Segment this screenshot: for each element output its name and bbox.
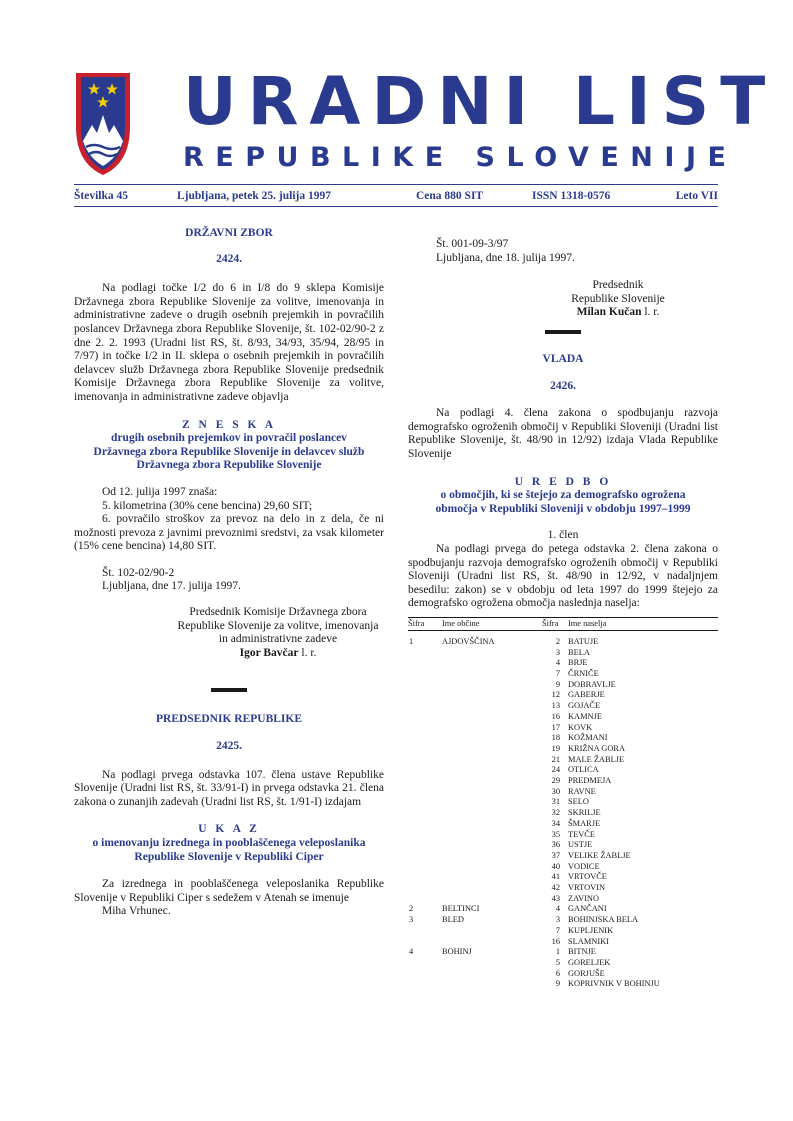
masthead-rule-bottom: [74, 206, 718, 207]
table-row: [408, 862, 718, 873]
table-cell-municipality-name: [442, 701, 542, 712]
table-cell-settlement-code: 31: [551, 797, 560, 807]
table-row: [408, 958, 718, 969]
table-cell-municipality-code: [408, 701, 442, 712]
table-cell-municipality-name: BELTINCI: [442, 904, 480, 914]
table-row: [408, 787, 718, 798]
table-cell-settlement-name: ČRNIČE: [568, 668, 599, 678]
table-row: [408, 690, 718, 701]
table-cell-settlement-code: 5: [555, 957, 560, 967]
publication-subtitle: REPUBLIKE SLOVENIJE: [183, 142, 738, 173]
table-cell-municipality-name: [442, 926, 542, 937]
table-cell-municipality-name: [442, 733, 542, 744]
table-cell-municipality-code: 2: [409, 904, 414, 914]
table-cell-settlement-code: 6: [555, 968, 560, 978]
table-cell-municipality-name: [442, 723, 542, 734]
table-cell-settlement-name: VODICE: [568, 861, 600, 871]
table-cell-settlement-code: 18: [551, 733, 560, 743]
table-cell-settlement-code: 29: [551, 776, 560, 786]
table-cell-settlement-name: TEVČE: [568, 829, 595, 839]
table-cell-settlement-code: 43: [551, 893, 560, 903]
table-cell-settlement-code: 40: [551, 861, 560, 871]
publication-title: URADNI LIST: [183, 63, 777, 140]
table-cell-settlement-code: 19: [551, 743, 560, 753]
table-row: [408, 894, 718, 905]
table-cell-settlement-code: 37: [551, 850, 560, 860]
section-heading: DRŽAVNI ZBOR: [185, 227, 273, 239]
table-cell-settlement-name: GOJAČE: [568, 701, 601, 711]
table-cell-municipality-code: [408, 883, 442, 894]
table-cell-municipality-code: [408, 776, 442, 787]
signature-name: Milan Kučan: [576, 306, 642, 319]
table-row: [408, 744, 718, 755]
table-row: [408, 840, 718, 851]
table-cell-municipality-code: [408, 840, 442, 851]
table-cell-municipality-code: [408, 787, 442, 798]
act-subtitle: o imenovanju izrednega in pooblaščenega veleposlanika Republike Slovenije v Republiki Ciper: [92, 837, 366, 863]
issue-issn: ISSN 1318-0576: [532, 190, 611, 202]
issue-year: Leto VII: [675, 190, 718, 202]
table-row: [408, 979, 718, 990]
table-cell-municipality-name: [442, 819, 542, 830]
right-column: [408, 238, 718, 990]
act-number: 2426.: [550, 379, 576, 392]
table-cell-municipality-code: [408, 680, 442, 691]
table-cell-settlement-code: 16: [551, 936, 560, 946]
table-cell-settlement-name: MALE ŽABLJE: [568, 754, 625, 764]
article-text: Na podlagi prvega do petega odstavka 2. člena zakona o spodbujanju razvoja demografsko ogroženih območij v Republiki Sloveniji (Uradni list RS, št. 48/90 in 12/92, v nadaljnjem besedilu: zakon) se v obdobju od leta 1997 do 1999 štejejo za demografsko ogrožena območja naslednja naselja:: [408, 542, 718, 610]
table-cell-municipality-code: [408, 723, 442, 734]
act-intro: Na podlagi prvega odstavka 107. člena ustave Republike Slovenije (Uradni list RS, št. 33/91-I) in prvega odstavka 21. člena zakona o zunanjih zadevah (Uradni list RS, št. 1/91-I) izdajam: [74, 768, 384, 808]
table-row: [408, 733, 718, 744]
table-row: [408, 883, 718, 894]
table-cell-settlement-name: DOBRAVLJE: [568, 679, 616, 689]
table-cell-settlement-code: 4: [555, 658, 560, 668]
table-cell-municipality-code: [408, 733, 442, 744]
table-header: Ime občine: [442, 618, 480, 628]
table-row: [408, 680, 718, 691]
table-row: [408, 797, 718, 808]
table-cell-municipality-name: [442, 648, 542, 659]
table-cell-settlement-name: ZAVINO: [568, 893, 600, 903]
signature-role: Republike Slovenije: [571, 292, 665, 305]
table-cell-municipality-name: [442, 883, 542, 894]
act-number: 2425.: [216, 740, 242, 753]
table-cell-municipality-code: [408, 958, 442, 969]
table-cell-municipality-name: [442, 872, 542, 883]
table-cell-settlement-code: 42: [551, 883, 560, 893]
table-row: [408, 830, 718, 841]
table-cell-settlement-code: 9: [555, 979, 560, 989]
table-body: [408, 630, 718, 990]
table-row: [408, 947, 718, 958]
table-cell-municipality-code: [408, 830, 442, 841]
table-cell-settlement-name: BELA: [568, 647, 590, 657]
table-cell-settlement-name: GABERJE: [568, 690, 605, 700]
table-cell-settlement-name: VELIKE ŽABLJE: [568, 850, 631, 860]
reference-number: Št. 102-02/90-2: [102, 566, 175, 579]
signature-suffix: l. r.: [298, 646, 317, 659]
table-cell-municipality-code: [408, 797, 442, 808]
table-row: [408, 851, 718, 862]
issue-date: Ljubljana, dne 17. julija 1997.: [102, 580, 241, 593]
act-subtitle: o območjih, ki se štejejo za demografsko ogrožena območja v Republiki Sloveniji v obdobju 1997–1999: [435, 489, 691, 515]
table-cell-municipality-code: [408, 712, 442, 723]
table-cell-municipality-code: [408, 979, 442, 990]
issue-number: Številka 45: [74, 190, 128, 202]
table-cell-settlement-code: 17: [551, 722, 560, 732]
table-cell-municipality-name: [442, 808, 542, 819]
table-row: [408, 808, 718, 819]
act-number: 2424.: [216, 252, 242, 265]
table-cell-settlement-name: BITNJE: [568, 947, 596, 957]
table-cell-settlement-code: 7: [555, 668, 560, 678]
table-cell-municipality-name: [442, 690, 542, 701]
table-row: [408, 937, 718, 948]
paragraph: 5. kilometrina (30% cene bencina) 29,60 SIT;: [102, 499, 313, 512]
act-intro: Na podlagi točke I/2 do 6 in I/8 do 9 sklepa Komisije Državnega zbora Republike Slovenije za volitve, imenovanja in administrativne zadeve o drugih osebnih prejemkih in povračilih poslancev Državnega zbora Republike Slovenije, št. 102-02/90-2 z dne 2. 2. 1993 (Uradni list RS, št. 8/93, 34/93, 35/94, 28/95 in 7/97) in točke I/2 in II. sklepa o osebnih prejemkih in povračilih delavcev služb Državnega zbora Republike Slovenije predsednik Komisije Državnega zbora Republike Slovenije za volitve, imenovanja in administrativne zadeve objavlja: [74, 282, 384, 403]
table-cell-settlement-name: KAMNJE: [568, 711, 602, 721]
act-title: Z N E S K A: [181, 418, 277, 431]
table-cell-municipality-name: [442, 840, 542, 851]
table-cell-settlement-name: BATUJE: [568, 636, 599, 646]
table-cell-municipality-code: 4: [409, 947, 414, 957]
signature-role: Predsednik: [592, 279, 644, 292]
table-cell-settlement-code: 24: [551, 765, 560, 775]
table-cell-municipality-code: [408, 755, 442, 766]
table-row: [408, 669, 718, 680]
table-cell-municipality-code: [408, 690, 442, 701]
table-cell-settlement-name: SELO: [568, 797, 589, 807]
table-cell-settlement-code: 36: [551, 840, 560, 850]
table-cell-municipality-name: [442, 958, 542, 969]
table-cell-municipality-code: [408, 744, 442, 755]
table-row: [408, 915, 718, 926]
coat-of-arms-icon: [74, 71, 132, 177]
table-cell-settlement-code: 13: [551, 701, 560, 711]
paragraph: Za izrednega in pooblaščenega veleposlanika Republike Slovenije v Republiki Ciper s sedežem v Atenah se imenuje: [74, 878, 384, 904]
table-cell-municipality-code: [408, 819, 442, 830]
signature: [408, 306, 718, 320]
table-cell-municipality-code: [408, 648, 442, 659]
table-cell-municipality-name: [442, 969, 542, 980]
table-row: [408, 712, 718, 723]
section-divider: [545, 330, 581, 334]
table-cell-settlement-name: GORJUŠE: [568, 968, 605, 978]
table-cell-settlement-name: PREDMEJA: [568, 776, 612, 786]
table-cell-settlement-name: VRTOVIN: [568, 883, 606, 893]
table-cell-settlement-name: USTJE: [568, 840, 593, 850]
table-cell-settlement-code: 34: [551, 818, 560, 828]
table-cell-settlement-code: 7: [555, 925, 560, 935]
table-cell-settlement-code: 2: [555, 636, 560, 646]
table-cell-settlement-code: 1: [555, 947, 560, 957]
table-cell-settlement-name: GANČANI: [568, 904, 607, 914]
table-row: [408, 926, 718, 937]
table-cell-settlement-name: RAVNE: [568, 786, 596, 796]
table-cell-settlement-name: ŠMARJE: [568, 818, 601, 828]
table-cell-municipality-name: BOHINJ: [442, 947, 472, 957]
table-cell-municipality-name: [442, 862, 542, 873]
table-cell-municipality-name: [442, 830, 542, 841]
table-row: [408, 872, 718, 883]
table-cell-municipality-code: 1: [409, 636, 414, 646]
table-header: Ime naselja: [568, 618, 607, 628]
table-cell-settlement-name: OTLICA: [568, 765, 599, 775]
table-cell-municipality-name: [442, 851, 542, 862]
table-cell-municipality-name: [442, 776, 542, 787]
table-cell-municipality-code: [408, 862, 442, 873]
act-title: U R E D B O: [514, 475, 612, 488]
table-cell-municipality-code: [408, 658, 442, 669]
table-cell-settlement-name: BOHINJSKA BELA: [568, 915, 639, 925]
table-row: [408, 819, 718, 830]
table-cell-municipality-name: [442, 937, 542, 948]
masthead-rule-top: [74, 184, 718, 185]
table-cell-settlement-name: SLAMNIKI: [568, 936, 609, 946]
signature-suffix: l. r.: [641, 306, 660, 319]
table-cell-settlement-name: KOPRIVNIK V BOHINJU: [568, 979, 660, 989]
reference-number: Št. 001-09-3/97: [436, 238, 509, 250]
table-cell-settlement-name: GORELJEK: [568, 957, 611, 967]
table-cell-settlement-code: 3: [555, 647, 560, 657]
table-row: [408, 969, 718, 980]
table-cell-municipality-code: [408, 894, 442, 905]
table-row: [408, 776, 718, 787]
table-cell-municipality-name: [442, 669, 542, 680]
table-row: [408, 648, 718, 659]
table-cell-settlement-code: 41: [551, 872, 560, 882]
table-cell-municipality-code: [408, 851, 442, 862]
table-cell-municipality-name: [442, 979, 542, 990]
table-header: Šifra: [408, 618, 425, 628]
left-column: [74, 227, 384, 919]
table-cell-settlement-code: 30: [551, 786, 560, 796]
issue-place-date: Ljubljana, petek 25. julija 1997: [177, 190, 331, 202]
table-cell-municipality-code: [408, 669, 442, 680]
table-cell-settlement-code: 16: [551, 711, 560, 721]
table-cell-settlement-name: SKRILJE: [568, 808, 601, 818]
table-cell-settlement-code: 35: [551, 829, 560, 839]
table-cell-settlement-name: KRIŽNA GORA: [568, 743, 625, 753]
settlements-table: [408, 617, 718, 990]
table-cell-municipality-name: [442, 765, 542, 776]
table-cell-settlement-name: KOŽMANI: [568, 733, 608, 743]
paragraph: 6. povračilo stroškov za prevoz na delo in z dela, če ni možnosti prevoza z javnimi prevoznimi sredstvi, za vsak kilometer (15% cene bencina) 14,80 SIT.: [74, 513, 384, 553]
table-cell-municipality-code: [408, 808, 442, 819]
section-heading: PREDSEDNIK REPUBLIKE: [155, 713, 302, 726]
table-cell-municipality-name: [442, 755, 542, 766]
table-row: [408, 637, 718, 648]
paragraph: Od 12. julija 1997 znaša:: [102, 485, 218, 498]
table-cell-settlement-code: 9: [555, 679, 560, 689]
table-cell-settlement-name: VRTOVČE: [568, 872, 607, 882]
issue-date: Ljubljana, dne 18. julija 1997.: [436, 251, 575, 264]
table-cell-municipality-code: [408, 926, 442, 937]
table-cell-municipality-name: [442, 680, 542, 691]
table-cell-municipality-code: [408, 937, 442, 948]
act-title: U K A Z: [198, 823, 260, 836]
table-cell-municipality-name: [442, 658, 542, 669]
appointee-name: Miha Vrhunec.: [102, 905, 171, 918]
table-cell-municipality-code: 3: [409, 915, 414, 925]
table-cell-settlement-name: BRJE: [568, 658, 588, 668]
table-row: [408, 904, 718, 915]
table-cell-settlement-code: 21: [551, 754, 560, 764]
table-cell-settlement-code: 12: [551, 690, 560, 700]
table-cell-municipality-name: [442, 787, 542, 798]
issue-price: Cena 880 SIT: [416, 190, 484, 202]
table-cell-municipality-name: [442, 744, 542, 755]
article-heading: 1. člen: [547, 529, 579, 542]
act-intro: Na podlagi 4. člena zakona o spodbujanju razvoja demografsko ogroženih območij v Republiki Sloveniji (Uradni list Republike Slovenije, št. 48/90 in 12/92) izdaja Vlada Republike Slovenije: [408, 407, 718, 460]
table-cell-municipality-code: [408, 969, 442, 980]
signature: [74, 647, 384, 661]
signature-name: Igor Bavčar: [239, 646, 299, 659]
table-row: [408, 723, 718, 734]
section-heading: VLADA: [542, 352, 584, 365]
signature-role: Predsednik Komisije Državnega zbora Republike Slovenije za volitve, imenovanja in administrativne zadeve: [177, 606, 379, 646]
table-cell-municipality-name: AJDOVŠČINA: [442, 636, 495, 646]
table-cell-settlement-code: 4: [555, 904, 560, 914]
table-cell-municipality-name: [442, 712, 542, 723]
table-cell-settlement-name: KUPLJENIK: [568, 925, 614, 935]
table-row: [408, 658, 718, 669]
table-cell-municipality-name: BLED: [442, 915, 464, 925]
table-cell-settlement-code: 32: [551, 808, 560, 818]
table-row: [408, 701, 718, 712]
table-cell-municipality-name: [442, 797, 542, 808]
table-header: Šifra: [542, 618, 559, 628]
table-cell-municipality-name: [442, 894, 542, 905]
table-row: [408, 755, 718, 766]
table-cell-municipality-code: [408, 765, 442, 776]
table-cell-settlement-name: KOVK: [568, 722, 593, 732]
table-row: [408, 765, 718, 776]
table-cell-settlement-code: 3: [555, 915, 560, 925]
masthead: [74, 190, 718, 204]
act-subtitle: drugih osebnih prejemkov in povračil poslancev Državnega zbora Republike Slovenije in delavcev služb Državnega zbora Republike Slovenije: [93, 432, 365, 472]
table-cell-municipality-code: [408, 872, 442, 883]
section-divider: [211, 688, 247, 692]
